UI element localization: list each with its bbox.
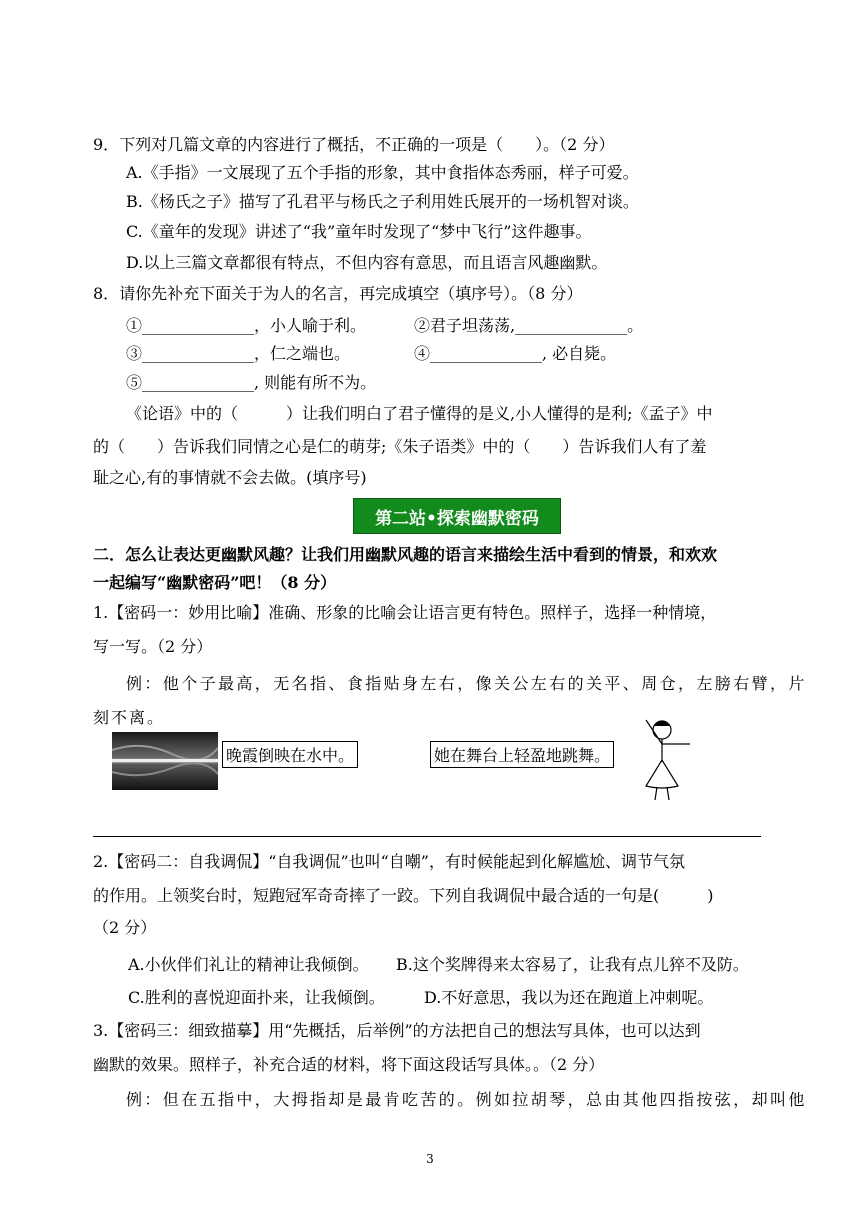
q8-item-5: ⑤______________, 则能有所不为。 bbox=[126, 373, 377, 392]
code2-option-c: C.胜利的喜悦迎面扑来，让我倾倒。 bbox=[128, 988, 385, 1007]
q8-para-line-2: 的（ ）告诉我们同情之心是仁的萌芽;《朱子语类》中的（ ）告诉我们人有了羞 bbox=[93, 437, 707, 456]
part2-heading-line-2: 一起编写“幽默密码”吧！（8 分） bbox=[93, 573, 337, 592]
q9-option-d: D.以上三篇文章都很有特点，不但内容有意思，而且语言风趣幽默。 bbox=[126, 253, 608, 272]
code2-line-2: 的作用。上领奖台时，短跑冠军奇奇摔了一跤。下列自我调侃中最合适的一句是( ) bbox=[93, 886, 714, 905]
q8-item-1: ①______________，小人喻于利。 bbox=[126, 316, 367, 335]
code1-example-line-2: 刻不离。 bbox=[93, 708, 166, 727]
code2-option-b: B.这个奖牌得来太容易了，让我有点儿猝不及防。 bbox=[396, 955, 749, 974]
section-banner: 第二站•探索幽默密码 bbox=[353, 498, 561, 534]
page-number: 3 bbox=[426, 1152, 434, 1166]
code2-line-3: （2 分） bbox=[93, 918, 157, 937]
dancer-girl-image bbox=[632, 714, 702, 804]
q8-item-3: ③______________，仁之端也。 bbox=[126, 344, 351, 363]
code1-example-line-1: 例：他个子最高，无名指、食指贴身左右，像关公左右的关平、周仓，左膀右臂，片 bbox=[126, 674, 807, 693]
sunset-caption-box: 晚霞倒映在水中。 bbox=[222, 741, 358, 768]
code1-line-2: 写一写。（2 分） bbox=[93, 637, 213, 656]
q8-para-line-3: 耻之心,有的事情就不会去做。(填序号) bbox=[93, 468, 367, 487]
code3-example: 例：但在五指中，大拇指却是最肯吃苦的。例如拉胡琴，总由其他四指按弦，却叫他 bbox=[126, 1090, 807, 1109]
q8-stem: 8．请你先补充下面关于为人的名言，再完成填空（填序号）。（8 分） bbox=[93, 284, 583, 303]
part2-heading-line-1: 二．怎么让表达更幽默风趣？让我们用幽默风趣的语言来描绘生活中看到的情景，和欢欢 bbox=[93, 545, 718, 564]
code1-line-1: 1.【密码一：妙用比喻】准确、形象的比喻会让语言更有特色。照样子，选择一种情境， bbox=[93, 603, 717, 622]
code2-line-1: 2.【密码二：自我调侃】“自我调侃”也叫“自嘲”，有时候能起到化解尴尬、调节气氛 bbox=[93, 852, 685, 871]
dancer-caption-box: 她在舞台上轻盈地跳舞。 bbox=[430, 741, 614, 768]
q9-stem: 9．下列对几篇文章的内容进行了概括，不正确的一项是（ ）。（2 分） bbox=[93, 135, 615, 154]
code3-line-1: 3.【密码三：细致描摹】用“先概括，后举例”的方法把自己的想法写具体，也可以达到 bbox=[93, 1021, 701, 1040]
q8-item-4: ④______________, 必自毙。 bbox=[414, 344, 617, 363]
q8-para-line-1: 《论语》中的（ ）让我们明白了君子懂得的是义,小人懂得的是利;《孟子》中 bbox=[126, 404, 713, 423]
code3-line-2: 幽默的效果。照样子，补充合适的材料，将下面这段话写具体。。（2 分） bbox=[93, 1055, 605, 1074]
q8-item-2: ②君子坦荡荡,______________。 bbox=[414, 316, 644, 335]
code2-option-d: D.不好意思，我以为还在跑道上冲刺呢。 bbox=[424, 988, 714, 1007]
q9-option-a: A.《手指》一文展现了五个手指的形象，其中食指体态秀丽，样子可爱。 bbox=[126, 163, 639, 182]
answer-line[interactable] bbox=[93, 836, 761, 837]
code2-option-a: A.小伙伴们礼让的精神让我倾倒。 bbox=[128, 955, 369, 974]
sunset-reflection-image bbox=[112, 732, 218, 790]
q9-option-c: C.《童年的发现》讲述了“我”童年时发现了“梦中飞行”这件趣事。 bbox=[126, 222, 592, 241]
q9-option-b: B.《杨氏之子》描写了孔君平与杨氏之子利用姓氏展开的一场机智对谈。 bbox=[126, 192, 639, 211]
